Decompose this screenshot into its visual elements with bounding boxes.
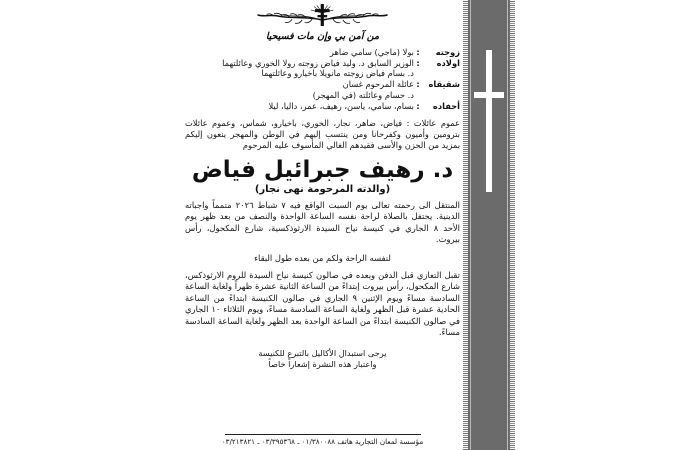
extended-families-paragraph: عموم عائلات : فياض، ضاهر، نجار، الخوري، باخيارو، شماس، وعموم عائلات بترومين وأميون وكفرحانا ومن ينتسب إليهم في الوطن والمهجر ينعون إليكم بمزيد من الحزن والأسى فقيدهم الغالي المأسوف عليه المرحوم bbox=[185, 117, 460, 150]
footer-divider bbox=[225, 434, 421, 435]
relation-value-line: بولا (ماجي) سامي ضاهر bbox=[329, 47, 414, 57]
relation-label: اولاده bbox=[436, 57, 460, 68]
relations-list bbox=[185, 47, 460, 111]
latin-cross-icon bbox=[474, 50, 504, 192]
band-right-scallop-edge bbox=[510, 0, 515, 450]
relation-row-grandchildren bbox=[185, 101, 460, 111]
printer-credit: مؤسسة لمعان التجارية هاتف ٠١/٣٨٠٠٨٨ ـ ٠٣/٣٩٥٣٦٨ ـ ٠٣/٢١٣٨٢١ bbox=[221, 437, 424, 446]
relation-value-line: الوزير السابق د. وليد فياض زوجته رولا الخوري وعائلتهما bbox=[222, 57, 414, 68]
relation-separator: : bbox=[416, 100, 420, 111]
relation-label: زوجته bbox=[435, 47, 460, 57]
deceased-name: د. رهيف جبرائيل فياض bbox=[191, 156, 454, 183]
relation-label: شقيقاه bbox=[428, 79, 460, 90]
footer bbox=[185, 434, 460, 446]
relation-value-line: د. حسام وعائلته (في المهجر) bbox=[312, 89, 414, 100]
band-left-scallop-edge bbox=[463, 0, 468, 450]
relation-values bbox=[185, 47, 414, 57]
cross-vertical-bar bbox=[486, 50, 492, 192]
relation-row-wife bbox=[185, 47, 460, 57]
relation-label: أحفاده bbox=[432, 100, 460, 111]
closing-line-special-notice: واعتبار هذه النشرة إشعاراً خاصاً bbox=[268, 359, 377, 370]
relation-values bbox=[185, 58, 414, 79]
band-inner-line-right bbox=[507, 0, 508, 450]
relation-separator: : bbox=[416, 79, 420, 90]
funeral-details-paragraph: المنتقل الى رحمته تعالى يوم السبت الواقع فيه ٧ شباط ٢٠٢٦ متمماً واجباته الدينية. يحتفل بالصلاة لراحة نفسه الساعة الواحدة والنصف من بعد ظهر يوم الأحد ٨ الجاري في كنيسة نياح السيدة الارثوذكسية، شارع المكحول، رأس بيروت. bbox=[185, 199, 460, 245]
band-inner-line-left bbox=[470, 0, 471, 450]
relation-value-line: عائلة المرحوم غسان bbox=[342, 79, 414, 90]
relation-separator: : bbox=[416, 47, 420, 57]
closing-line-wreaths: يرجى استبدال الأكاليل بالتبرع للكنيسة bbox=[258, 348, 387, 359]
relation-row-children bbox=[185, 58, 460, 79]
notice-content bbox=[185, 0, 460, 450]
condolence-blessing-line: لنفسه الراحة ولكم من بعده طول البقاء bbox=[254, 252, 391, 263]
cross-horizontal-bar bbox=[474, 92, 504, 98]
scripture-verse: من آمن بي وإن مات فسيحيا bbox=[265, 31, 380, 42]
relation-value-line: د. بسام فياض زوجته مانويلا باخيارو وعائلتهما bbox=[261, 68, 414, 79]
relation-values bbox=[185, 101, 414, 111]
relation-value-line: بسام، سامي، ياسن، رهيف، عمر، داليا، ليلا bbox=[268, 100, 414, 111]
deceased-mother-note: (والدته المرحومة نهى نجار) bbox=[254, 183, 391, 195]
closing-notes bbox=[185, 348, 460, 370]
condolences-schedule-paragraph: تقبل التعازي قبل الدفن وبعده في صالون كنيسة نياح السيدة للروم الارثوذكس، شارع المكحول، رأس بيروت إبتداءً من الساعة الثانية عشرة ظهراً ولغاية الساعة السادسة مساءً ويوم الإثنين ٩ الجاري في صالون الكنيسة ابتداءً من الساعة الحادية عشرة قبل الظهر ولغاية الساعة السادسة مساءً، ويوم الثلاثاء ١٠ الجاري في صالون الكنيسة ابتداءً من الساعة الواحدة بعد الظهر ولغاية الساعة السادسة مساءً. bbox=[185, 269, 460, 337]
relation-row-siblings bbox=[185, 79, 460, 100]
relation-values bbox=[185, 79, 414, 100]
cross-with-foliage-ornament bbox=[185, 4, 460, 30]
relation-separator: : bbox=[416, 57, 420, 68]
side-decorative-band bbox=[468, 0, 510, 450]
